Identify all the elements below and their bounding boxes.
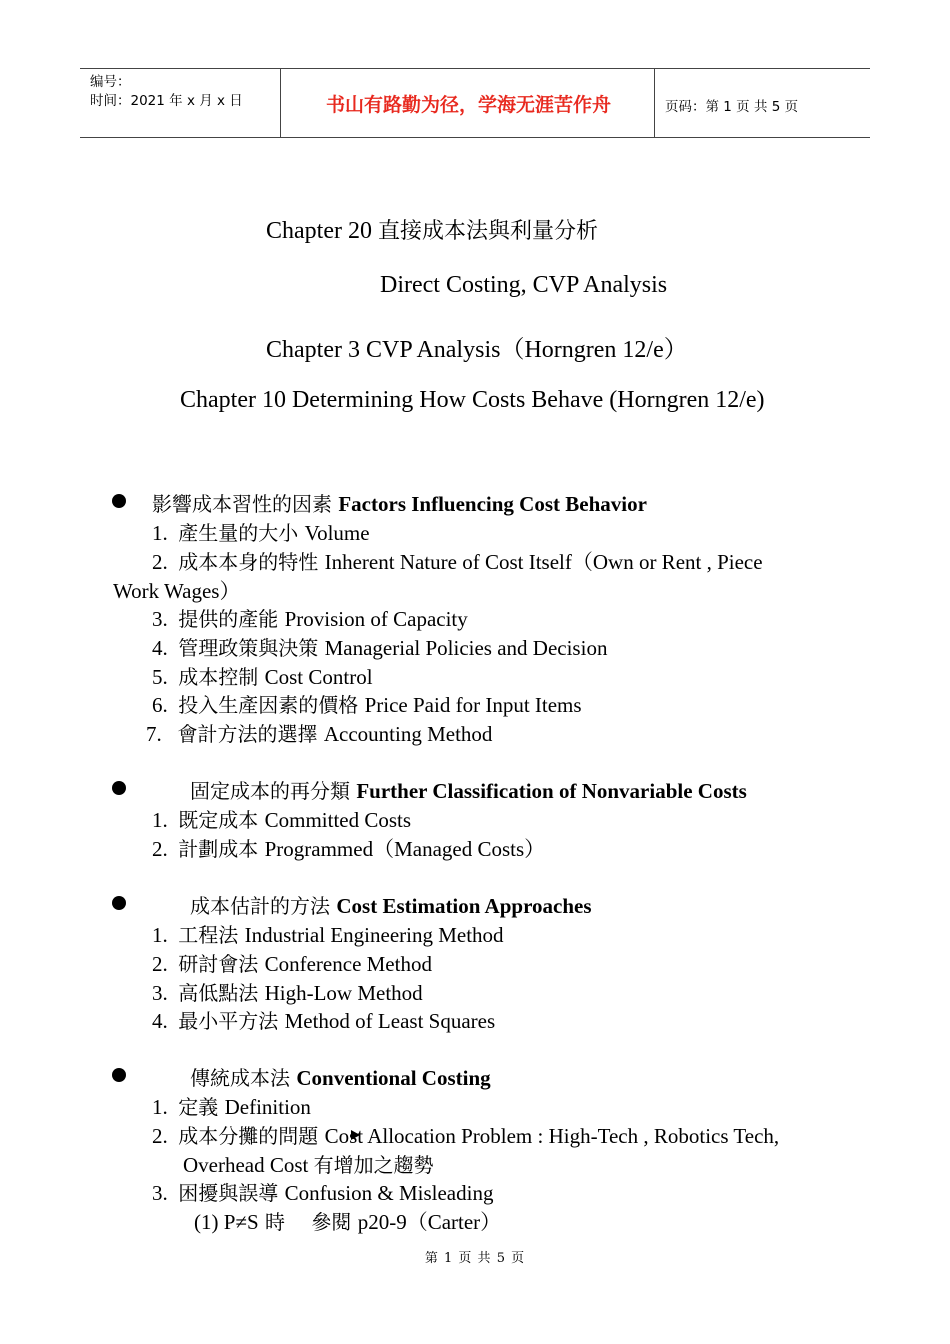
list-number: 6. [152,693,168,717]
list-item-en: Programmed（Managed Costs） [264,837,546,861]
list-number: 1. [152,521,168,545]
list-item-en: p20-9（Carter） [357,1210,502,1234]
header-date: 时间：2021 年 x 月 x 日 [90,93,243,109]
list-number: 1. [152,1095,168,1119]
header-motto: 书山有路勤为径，学海无涯苦作舟 [325,93,611,116]
list-item-en: High-Low Method [264,981,423,1005]
list-number: 3. [152,1181,168,1205]
list-number: 2. [152,1124,168,1148]
mouse-pointer-icon [351,1130,360,1140]
list-item-zh: 困擾與誤導 [178,1181,285,1205]
list-item-zh: 定義 [178,1095,225,1119]
section-heading-en: Further Classification of Nonvariable Costs [356,779,747,803]
section-heading-zh: 成本估計的方法 [190,894,337,918]
list-item [152,661,373,690]
section-heading-zh: 固定成本的再分類 [190,779,357,803]
list-item-en: Accounting Method [323,722,493,746]
bullet-icon [112,896,126,910]
list-item-en: Conference Method [264,952,432,976]
list-item-en: Method of Least Squares [284,1009,496,1033]
list-item-en: Cost Allocation Problem : High-Tech , Robotics Tech, [324,1124,780,1148]
list-number: 2. [152,550,168,574]
list-item-zh: 管理政策與決策 [178,636,325,660]
list-item-en: Cost Control [264,665,373,689]
list-item-zh: 工程法 [178,923,245,947]
bullet-icon [112,781,126,795]
title-direct-costing: Direct Costing, CVP Analysis [380,272,668,298]
section-heading-en: Cost Estimation Approaches [336,894,592,918]
header-number: 编号： [90,74,131,90]
list-item-en: Committed Costs [264,808,412,832]
list-item-en: Definition [224,1095,311,1119]
list-item-en: Price Paid for Input Items [364,693,582,717]
list-item-en: Overhead Cost [183,1153,314,1177]
list-item-zh: 既定成本 [178,808,265,832]
list-item-continuation: Work Wages） [113,579,241,603]
header-divider [280,69,281,137]
list-item-zh: 產生量的大小 [178,521,305,545]
list-number: 1. [152,808,168,832]
list-item-zh: 高低點法 [178,981,265,1005]
list-number: 3. [152,981,168,1005]
section-heading-nonvariable [190,775,747,804]
list-item-zh: 成本分攤的問題 [178,1124,325,1148]
list-item [152,603,468,632]
section-heading-conventional [190,1062,491,1091]
list-number: 7. [146,722,162,746]
list-item [152,919,504,948]
section-heading-zh: 傳統成本法 [190,1066,297,1090]
section-heading-en: Factors Influencing Cost Behavior [338,492,647,516]
header-meta [90,73,243,111]
list-item-en: Confusion & Misleading [284,1181,494,1205]
list-subitem [194,1206,501,1236]
list-item-en: Provision of Capacity [284,607,468,631]
list-item-zh: 會計方法的選擇 [177,722,324,746]
list-item-zh: 投入生產因素的價格 [178,693,365,717]
page-footer: 第 1 页 共 5 页 [424,1251,526,1266]
list-item-zh: 研討會法 [178,952,265,976]
list-item [152,1177,493,1206]
bullet-icon [112,494,126,508]
list-item-en: Industrial Engineering Method [244,923,504,947]
list-number: 1. [152,923,168,947]
list-item [152,517,370,546]
list-item [152,546,763,576]
title-chapter-20-en: Chapter 20 [266,218,378,244]
list-item-en: Managerial Policies and Decision [324,636,608,660]
list-number: 2. [152,952,168,976]
section-heading-cost-behavior [152,488,647,517]
list-item [152,1120,779,1149]
section-heading-zh: 影響成本習性的因素 [152,492,339,516]
list-item-zh: 成本本身的特性 [178,550,325,574]
section-heading-en: Conventional Costing [296,1066,491,1090]
list-item [152,833,545,863]
bullet-icon [112,1068,126,1082]
title-chapter-20 [266,214,598,245]
list-item-zh: 計劃成本 [178,837,265,861]
list-item-zh: 時 參閱 [258,1210,358,1234]
list-item [152,632,607,661]
list-item [152,948,432,977]
list-item [152,804,411,833]
list-item-en: Inherent Nature of Cost Itself（Own or Rent , Piece [324,550,763,574]
list-item-zh: 最小平方法 [178,1009,285,1033]
title-chapter-10: Chapter 10 Determining How Costs Behave (Horngren 12/e) [180,387,765,413]
list-number: 4. [152,636,168,660]
list-number: 3. [152,607,168,631]
header-table [80,68,870,138]
list-item-en: Volume [304,521,370,545]
list-number: 2. [152,837,168,861]
list-item-zh: 有增加之趨勢 [313,1153,434,1177]
section-heading-estimation [190,890,592,919]
list-number: 4. [152,1009,168,1033]
list-number: 5. [152,665,168,689]
list-item [146,718,492,747]
title-chapter-3: Chapter 3 CVP Analysis（Horngren 12/e） [266,337,688,363]
list-item-en: (1) P≠S [194,1210,259,1234]
list-item [152,689,582,718]
header-page-info: 页码：第 1 页 共 5 页 [665,99,799,115]
list-item [152,1091,311,1120]
list-item-continuation [183,1149,434,1178]
title-chapter-20-zh: 直接成本法與利量分析 [377,219,598,244]
list-item [152,1005,495,1034]
list-item-zh: 提供的產能 [178,607,285,631]
list-item [152,977,423,1006]
list-item-zh: 成本控制 [178,665,265,689]
